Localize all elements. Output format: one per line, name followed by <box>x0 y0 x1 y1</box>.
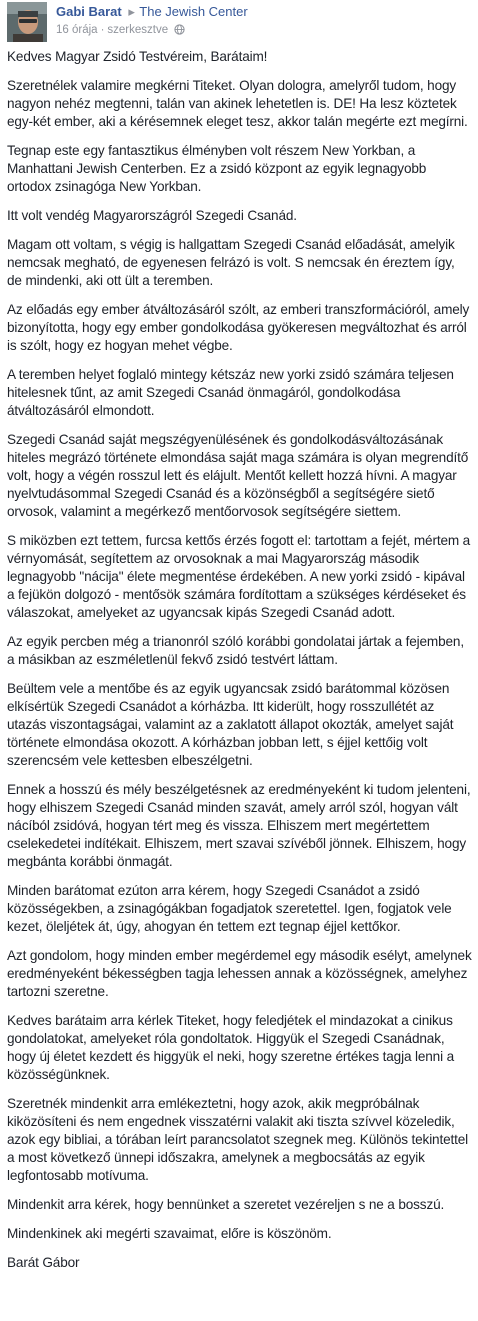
post-paragraph: Mindenkinek aki megérti szavaimat, előre is köszönöm. <box>7 1226 332 1241</box>
target-page-link[interactable]: The Jewish Center <box>139 4 248 19</box>
post-paragraph: Mindenkit arra kérek, hogy bennünket a szeretet vezéreljen s ne a bosszú. <box>7 1197 445 1212</box>
post-paragraph: Az egyik percben még a trianonról szóló korábbi gondolatai jártak a fejemben, a másikban az eszméletlenül fekvő zsidó testvért láttam. <box>7 634 464 667</box>
author-line <box>56 4 248 20</box>
edited-label[interactable]: szerkesztve <box>107 24 169 36</box>
post-paragraph: Magam ott voltam, s végig is hallgattam Szegedi Csanád előadását, amelyik nemcsak megható, de egyenesen felrázó is volt. S nemcsak én éreztem így, de mindenki, aki ott ült a teremben. <box>7 237 455 288</box>
post-signature: Barát Gábor <box>7 1255 80 1270</box>
post-paragraph: Beültem vele a mentőbe és az egyik ugyancsak zsidó barátommal közösen elkísértük Szegedi Csanádot a kórházba. Itt kiderült, hogy rosszullétét az utazás viszontagságai, valamint az a zaklatott állapot okozták, amelyet saját története elmondása okozott. A kórházban jobban lett, s éjjel kettőig volt szerencsém vele kettesben elbeszélgetni. <box>7 681 454 768</box>
post-paragraph: Itt volt vendég Magyarországról Szegedi Csanád. <box>7 208 297 223</box>
shared-to-arrow-icon: ▸ <box>128 4 135 19</box>
post-paragraph: Szeretnék mindenkit arra emlékeztetni, hogy azok, akik megpróbálnak kiközösíteni és nem engednek visszatérni valakit aki tiszta szívvel közeledik, azok egy bibliai, a tórában leírt parancsolatot szegnek meg. Különös tekintettel a most következő ünnepi időszakra, amelynek a megbocsátás az egyik legfontosabb motívuma. <box>7 1096 469 1183</box>
post-paragraph: Szegedi Csanád saját megszégyenülésének és gondolkodásváltozásának hiteles megrázó története elmondása saját maga számára is olyan megrendítő volt, hogy a végén rosszul lett és elájult. Mentőt kellett hozzá hívni. A magyar nyelvtudásommal Szegedi Csanád és a közönségből a segítségére siető orvosok, valamint a megérkező mentőorvosok segítségére siettem. <box>7 432 469 519</box>
post-header <box>7 0 471 44</box>
post-paragraph: A teremben helyet foglaló mintegy kétszáz new yorki zsidó számára teljesen hitelesnek tűnt, az amit Szegedi Csanád önmagáról, gondolkodása átváltozásáról elmondott. <box>7 367 454 418</box>
post-paragraph: Minden barátomat ezúton arra kérem, hogy Szegedi Csanádot a zsidó közösségekben, a zsinagógákban fogadjatok szeretettel. Igen, fogjatok vele kezet, öleljétek át, úgy, ahogyan én tettem ezt tegnap éjjel kettőkor. <box>7 883 452 934</box>
post-paragraph: Tegnap este egy fantasztikus élményben volt részem New Yorkban, a Manhattani Jewish Centerben. Ez a zsidó központ az egyik legnagyobb ortodox zsinagóga New Yorkban. <box>7 143 427 194</box>
post-paragraph: Az előadás egy ember átváltozásáról szólt, az emberi transzformációról, amely bizonyította, hogy egy ember gondolkodása gyökeresen megváltozhat és arról is szólt, hogy ez hogyan mehet végbe. <box>7 302 470 353</box>
post-paragraph: Szeretnélek valamire megkérni Titeket. Olyan dologra, amelyről tudom, hogy nagyon nehéz megtenni, talán van akinek lehetetlen is. DE! Ha lesz köztetek egy-két ember, aki a kérésemnek eleget tesz, akkor talán megérte ezt megírni. <box>7 78 468 129</box>
post-paragraph: Azt gondolom, hogy minden ember megérdemel egy második esélyt, amelynek eredményeként békességben tagja lehessen annak a közösségnek, amelyhez tartozni szeretne. <box>7 948 472 999</box>
post-paragraph: S miközben ezt tettem, furcsa kettős érzés fogott el: tartottam a fejét, mértem a vérnyomását, segítettem az orvosoknak a mai Magyarország második legnagyobb "nácija" élete megmentése érdekében. A new yorki zsidó - kipával a fejükön dolgozó - mentősök számára fordítottam a szükséges kérdéseket és válaszokat, amelyeket az ugyancsak kipás Szegedi Csanád adott. <box>7 533 471 620</box>
avatar-photo-icon <box>7 2 47 42</box>
post-paragraph: Kedves barátaim arra kérlek Titeket, hogy feledjétek el mindazokat a cinikus gondolatokat, amelyeket róla gondoltatok. Higgyük el Szegedi Csanádnak, hogy új életet kezdett és higgyük el neki, hogy szeretne értékes tagja lenni a közösségünknek. <box>7 1013 454 1082</box>
post-paragraph: Kedves Magyar Zsidó Testvéreim, Barátaim! <box>7 49 268 64</box>
author-name-link[interactable]: Gabi Barat <box>56 4 122 19</box>
globe-icon[interactable] <box>174 24 185 38</box>
post-timestamp[interactable]: 16 órája <box>56 24 98 36</box>
meta-dot: · <box>100 24 105 36</box>
author-avatar[interactable] <box>7 2 47 42</box>
post-body <box>7 48 473 1283</box>
post-meta <box>56 24 185 38</box>
post-paragraph: Ennek a hosszú és mély beszélgetésnek az eredményeként ki tudom jelenteni, hogy elhiszem Szegedi Csanád minden szavát, amely arról szól, hogyan vált nácíból zsidóvá, hogyan tért meg és vissza. Elhiszem mert megértettem cselekedetei indítékait. Elhiszem, mert szavai szívéből jönnek. Elhiszem, hogy megbánta korábbi önmagát. <box>7 782 471 869</box>
